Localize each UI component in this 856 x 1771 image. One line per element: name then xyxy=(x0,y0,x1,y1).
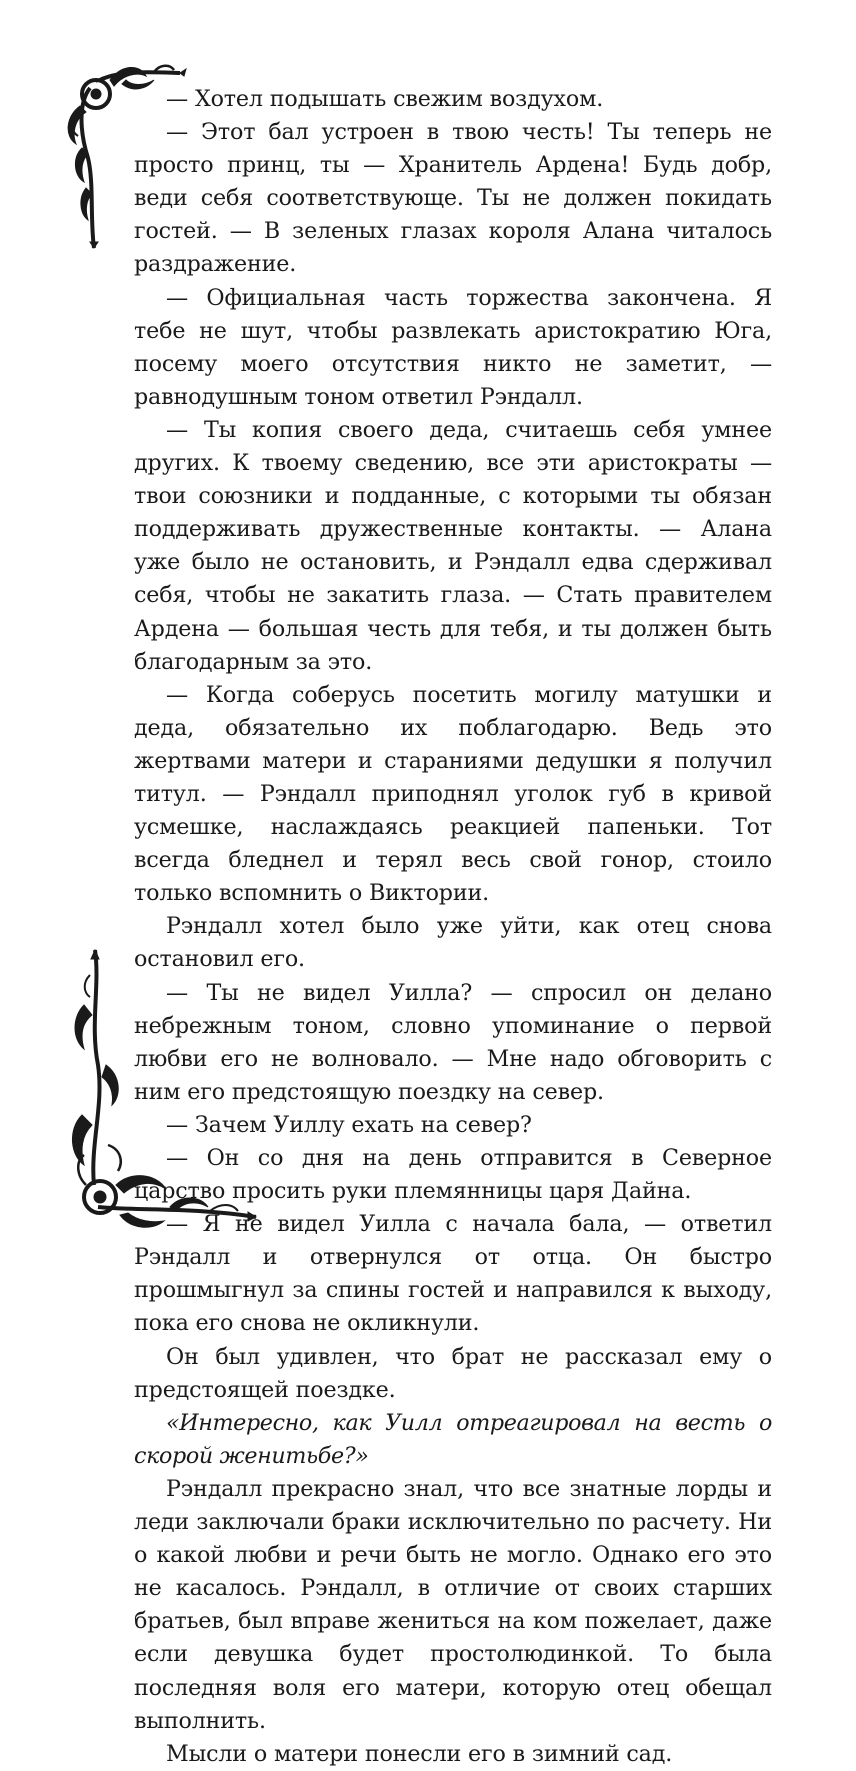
paragraph: — Ты не видел Уилла? — спросил он делано небрежным тоном, словно упоминание о первой любви его не волновало. — Мне надо обговорить с ним его предстоящую поездку на север. xyxy=(134,979,772,1105)
paragraph: — Ты копия своего деда, считаешь себя умнее других. К твоему сведению, все эти аристократы — твои союзники и подданные, с которыми ты обязан поддерживать дружественные контакты. — Алана уже было не остановить, и Рэндалл едва сдерживал себя, чтобы не закатить глаза. — Стать правителем Ардена — большая честь для тебя, и ты должен быть благодарным за это. xyxy=(134,416,772,675)
paragraph: Мысли о матери понесли его в зимний сад. xyxy=(166,1740,673,1767)
paragraph: Рэндалл прекрасно знал, что все знатные лорды и леди заключали браки исключительно по расчету. Ни о какой любви и речи быть не могло. Однако его это не касалось. Рэндалл, в отличие от своих старших братьев, был вправе жениться на ком пожелает, даже если девушка будет простолюдинкой. То была последняя воля его матери, которую отец обещал выполнить. xyxy=(134,1475,772,1734)
paragraph: — Официальная часть торжества закончена. Я тебе не шут, чтобы развлекать аристократию Юга, посему моего отсутствия никто не заметит, — равнодушным тоном ответил Рэндалл. xyxy=(134,284,772,410)
paragraph: — Я не видел Уилла с начала бала, — ответил Рэндалл и отвернулся от отца. Он быстро прошмыгнул за спины гостей и направился к выходу, пока его снова не окликнули. xyxy=(134,1211,772,1337)
paragraph: — Когда соберусь посетить могилу матушки и деда, обязательно их поблагодарю. Ведь это жертвами матери и стараниями дедушки я получил титул. — Рэндалл приподнял уголок губ в кривой усмешке, наслаждаясь реакцией папеньки. Тот всегда бледнел и терял весь свой гонор, стоило только вспомнить о Виктории. xyxy=(134,681,772,907)
paragraph: — Он со дня на день отправится в Северное царство просить руки племянницы царя Дайна. xyxy=(134,1145,772,1205)
paragraph: — Этот бал устроен в твою честь! Ты теперь не просто принц, ты — Хранитель Ардена! Будь добр, веди себя соответствующе. Ты не должен покидать гостей. — В зеленых глазах короля Алана читалось раздражение. xyxy=(134,119,772,278)
paragraph: Рэндалл хотел было уже уйти, как отец снова остановил его. xyxy=(134,913,772,973)
paragraph: — Зачем Уиллу ехать на север? xyxy=(166,1111,532,1138)
italic-thought: «Интересно, как Уилл отреагировал на весть о скорой женитьбе?» xyxy=(134,1409,772,1469)
paragraph: — Хотел подышать свежим воздухом. xyxy=(166,86,604,112)
body-text xyxy=(134,83,772,1771)
paragraph: Он был удивлен, что брат не рассказал ему о предстоящей поездке. xyxy=(134,1343,772,1403)
